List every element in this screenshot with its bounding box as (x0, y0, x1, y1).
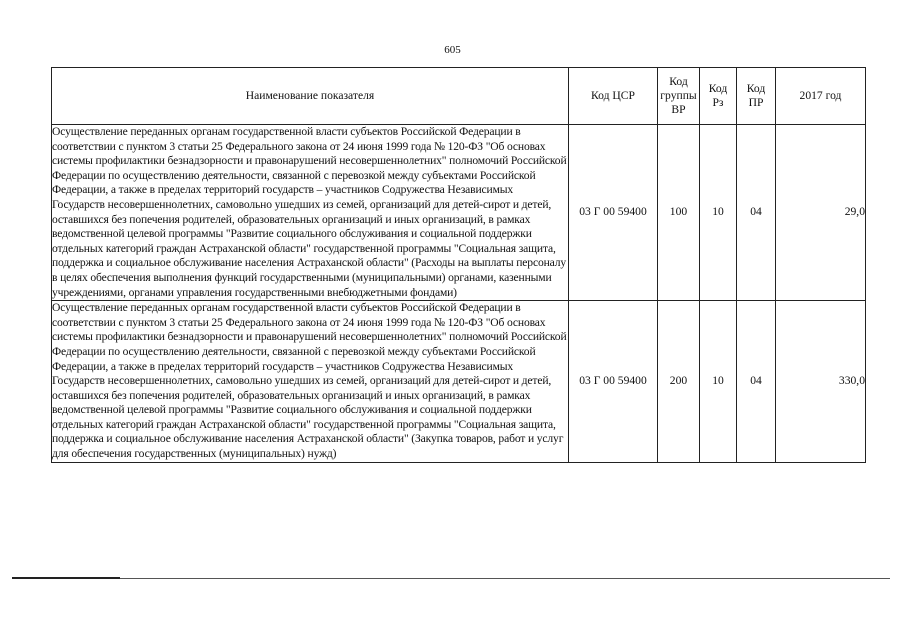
header-year-2017: 2017 год (776, 68, 866, 125)
footer-divider-left (12, 577, 120, 579)
row-csr-code: 03 Г 00 59400 (569, 125, 658, 301)
table-row (52, 125, 866, 301)
header-rz-line2: Рз (712, 96, 724, 109)
header-rz-line1: Код (708, 82, 728, 95)
row-pr-code: 04 (737, 125, 776, 301)
row-vr-code: 200 (658, 301, 700, 463)
header-vr-code (658, 68, 700, 125)
row-amount: 29,0 (776, 125, 866, 301)
row-pr-code: 04 (737, 301, 776, 463)
budget-table (51, 67, 866, 463)
table-row (52, 301, 866, 463)
header-pr-code (737, 68, 776, 125)
row-csr-code: 03 Г 00 59400 (569, 301, 658, 463)
row-rz-code: 10 (700, 301, 737, 463)
header-vr-line3: ВР (671, 103, 686, 116)
row-description: Осуществление переданных органам государственной власти субъектов Российской Федерации в соответствии с пунктом 3 статьи 25 Федерального закона от 24 июня 1999 года № 120-ФЗ "Об основах системы профилактики безнадзорности и правонарушений несовершеннолетних" полномочий Российской Федерации по осуществлению деятельности, связанной с перевозкой между субъектами Российской Федерации, а также в пределах территорий государств – участников Содружества Независимых Государств несовершеннолетних, самовольно ушедших из семей, организаций для детей-сирот и детей, оставшихся без попечения родителей, образовательных организаций и иных организаций, в рамках ведомственной целевой программы "Развитие социального обслуживания и социальной поддержки отдельных категорий граждан Астраханской области" государственной программы "Социальная защита, поддержка и социальное обслуживание населения Астраханской области" (Закупка товаров, работ и услуг для обеспечения государственных (муниципальных) нужд) (52, 301, 569, 463)
header-vr-line1: Код (669, 75, 688, 88)
header-indicator-name: Наименование показателя (52, 68, 569, 125)
header-pr-line2: ПР (748, 96, 764, 109)
header-rz-code (700, 68, 737, 125)
row-description: Осуществление переданных органам государственной власти субъектов Российской Федерации в соответствии с пунктом 3 статьи 25 Федерального закона от 24 июня 1999 года № 120-ФЗ "Об основах системы профилактики безнадзорности и правонарушений несовершеннолетних" полномочий Российской Федерации по осуществлению деятельности, связанной с перевозкой между субъектами Российской Федерации, а также в пределах территорий государств – участников Содружества Независимых Государств несовершеннолетних, самовольно ушедших из семей, организаций для детей-сирот и детей, оставшихся без попечения родителей, образовательных организаций и иных организаций, в рамках ведомственной целевой программы "Развитие социального обслуживания и социальной поддержки отдельных категорий граждан Астраханской области" государственной программы "Социальная защита, поддержка и социальное обслуживание населения Астраханской области" (Расходы на выплаты персоналу в целях обеспечения выполнения функций государственными (муниципальными) органами, казенными учреждениями, органами управления государственными внебюджетными фондами) (52, 125, 569, 301)
footer-divider-right (120, 578, 890, 579)
header-csr-code: Код ЦСР (569, 68, 658, 125)
page-number: 605 (444, 44, 461, 56)
row-vr-code: 100 (658, 125, 700, 301)
row-amount: 330,0 (776, 301, 866, 463)
header-pr-line1: Код (746, 82, 766, 95)
table-header-row (52, 68, 866, 125)
row-rz-code: 10 (700, 125, 737, 301)
header-vr-line2: группы (660, 89, 697, 102)
